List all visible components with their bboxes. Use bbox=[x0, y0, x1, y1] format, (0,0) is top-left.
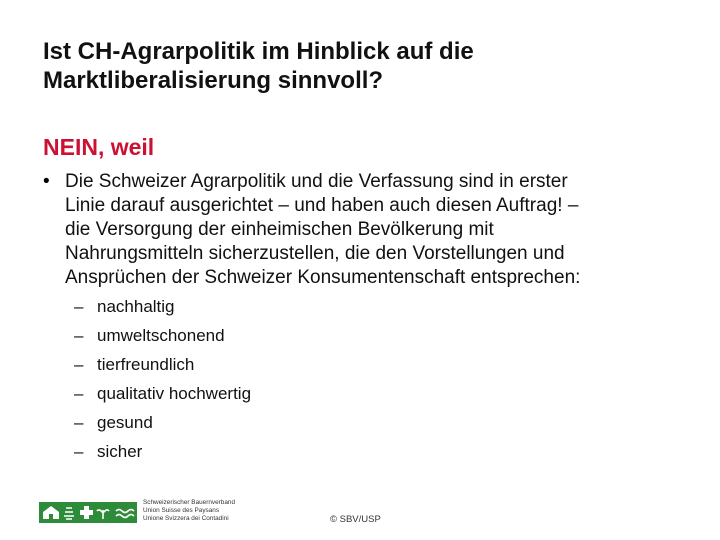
footer-org-line-1: Schweizerischer Bauernverband bbox=[143, 499, 236, 506]
sub-list-dash: – bbox=[74, 297, 84, 316]
bullet-marker: • bbox=[43, 171, 50, 192]
sbv-usp-logo-icon bbox=[39, 502, 137, 523]
bullet-line-3: die Versorgung der einheimischen Bevölkerung mit bbox=[65, 219, 494, 240]
sub-list-dash: – bbox=[74, 355, 84, 374]
slide-title-line-2: Marktliberalisierung sinnvoll? bbox=[43, 67, 384, 94]
bullet-line-4: Nahrungsmitteln sicherzustellen, die den Vorstellungen und bbox=[65, 243, 565, 264]
sub-list-text: umweltschonend bbox=[97, 326, 225, 345]
sub-list-text: qualitativ hochwertig bbox=[97, 384, 252, 403]
sub-list-text: gesund bbox=[97, 413, 153, 432]
sub-list-text: nachhaltig bbox=[97, 297, 175, 316]
slide-subtitle: NEIN, weil bbox=[43, 134, 155, 160]
bullet-text bbox=[65, 170, 683, 290]
bullet-line-2: Linie darauf ausgerichtet – und haben auch diesen Auftrag! – bbox=[65, 195, 579, 216]
footer-org-line-3: Unione Svizzera dei Contadini bbox=[143, 515, 229, 523]
footer-organisation bbox=[143, 499, 235, 524]
sub-list-dash: – bbox=[74, 442, 84, 461]
slide-title-line-1: Ist CH-Agrarpolitik im Hinblick auf die bbox=[43, 38, 474, 65]
sub-list-text: sicher bbox=[97, 442, 143, 461]
sub-list-dash: – bbox=[74, 413, 84, 432]
footer-copyright: © SBV/USP bbox=[330, 514, 381, 525]
bullet-line-5: Ansprüchen der Schweizer Konsumentenschaft entsprechen: bbox=[65, 267, 581, 288]
sub-list-text: tierfreundlich bbox=[97, 355, 195, 374]
main-bullet bbox=[43, 170, 683, 290]
slide-title bbox=[43, 37, 683, 95]
sub-list-dash: – bbox=[74, 384, 84, 403]
bullet-line-1: Die Schweizer Agrarpolitik und die Verfassung sind in erster bbox=[65, 171, 568, 192]
footer-org-line-2: Union Suisse des Paysans bbox=[143, 507, 220, 515]
sub-list-dash: – bbox=[74, 326, 84, 345]
